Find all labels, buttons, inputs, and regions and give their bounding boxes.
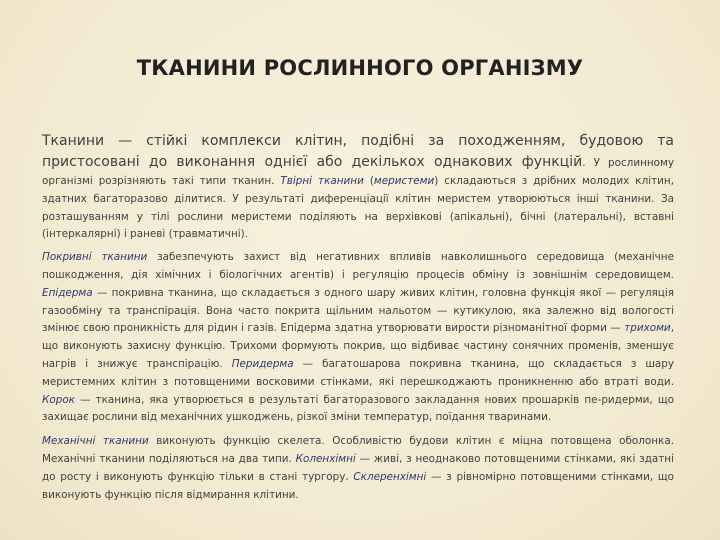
text-fragment: виконують функцію скелета. Особливістю будови клітин є міцна потовщена оболонка. Механічні тканини поділяються на два типи.	[42, 435, 674, 465]
term-dermal-tissues: Покривні тканини	[42, 251, 148, 264]
text-fragment: — покривна тканина, що складається з одного шару живих клітин, головна функція якої — регуляція газообміну та транспірація. Вона часто покрита щільним нальотом — кутикулою, яка залежно від вологості змінює свою проникність для рідин і газів. Епідерма здатна утворювати вирости різноманітної форми —	[42, 286, 674, 335]
paragraph-meristems	[42, 131, 674, 244]
term-epidermis: Епідерма	[42, 286, 93, 299]
text-fragment: (	[363, 175, 374, 187]
text-fragment: — багатошарова покривна тканина, що складається з шару меристемних клітин з потовщеними восковими стінками, які перешкоджають проникненню або втраті води.	[42, 357, 674, 388]
text-fragment: — з рівномірно потовщеними стінками, що виконують функцію після відмирання клітини.	[42, 470, 675, 501]
text-fragment: забезпечують захист від негативних впливів навколишнього середовища (механічне пошкодження, дія хімічних і біологічних агентів) і регуляцію процесів обміну із зовнішнім середовищем.	[42, 251, 674, 281]
term-cork: Корок	[42, 393, 75, 406]
text-fragment: . У рослинному організмі розрізняють такі типи тканин.	[42, 157, 674, 187]
term-meristems: меристеми	[373, 175, 435, 187]
term-mechanical-tissues: Механічні тканини	[42, 435, 149, 448]
text-fragment: ) складаються з дрібних молодих клітин, здатних багаторазово ділитися. У результаті диференціації клітин меристем утворюються інші тканини. За розташуванням у тілі рослини меристеми поділяють на верхівкові (апікальні), бічні (латеральні), вставні (інтеркалярні) і раневі (травматичні).	[42, 175, 674, 241]
term-periderm: Перидерма	[231, 357, 294, 370]
text-fragment: , що виконують захисну функцію. Трихоми формують покрив, що відбиває частину сонячних променів, зменшує нагрів і знижує транспірацію.	[42, 322, 674, 370]
paragraph-dermal-tissues	[42, 249, 674, 427]
slide-content	[42, 131, 674, 510]
slide-title: ТКАНИНИ РОСЛИННОГО ОРГАНІЗМУ	[136, 56, 584, 80]
tissue-definition: Тканини — стійкі комплекси клітин, подібні за походженням, будовою та пристосовані до виконання однієї або декількох однакових функцій	[42, 133, 674, 170]
term-meristematic-tissues: Твірні тканини	[280, 175, 364, 187]
text-fragment: — тканина, яка утворюється в результаті багаторазового закладання нових прошарків пе-ридерми, що захищає рослини від механічних ушкоджень, різкої зміни температур, поїдання тваринами.	[42, 393, 674, 424]
term-sclerenchyma: Склеренхімні	[353, 470, 427, 483]
text-fragment: — живі, з неоднаково потовщеними стінками, які здатні до росту і виконують функцію тільки в стані тургору.	[42, 452, 674, 483]
term-collenchyma: Коленхімні	[295, 452, 356, 465]
paragraph-mechanical-tissues	[42, 433, 674, 504]
term-trichomes: трихоми	[624, 322, 671, 335]
